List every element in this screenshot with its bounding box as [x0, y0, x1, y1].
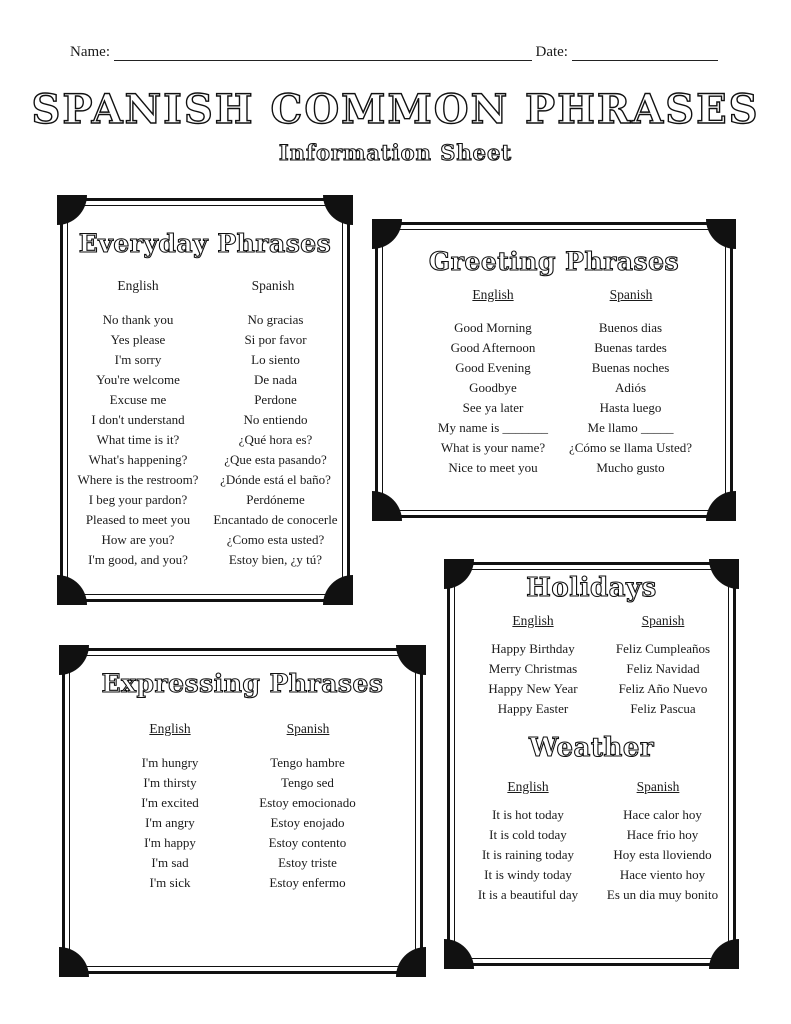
phrase-item: ¿Como esta usted?: [226, 532, 325, 547]
phrase-item: I don't understand: [91, 412, 185, 427]
expressing-english-header: English: [149, 721, 191, 736]
expressing-spanish-list: [235, 753, 380, 893]
phrase-item: Estoy bien, ¿y tú?: [228, 552, 323, 567]
phrase-item: My name is _______: [437, 420, 549, 435]
phrase-item: Nice to meet you: [448, 460, 538, 475]
phrase-item: ¿Cómo se llama Usted?: [568, 440, 693, 455]
phrase-item: Hace calor hoy: [623, 807, 702, 822]
phrase-item: Good Evening: [455, 360, 531, 375]
everyday-title: Everyday Phrases: [78, 229, 332, 258]
phrase-item: It is raining today: [481, 847, 575, 862]
phrase-item: Adiós: [614, 380, 647, 395]
phrase-item: Me llamo _____: [587, 420, 674, 435]
holidays-english-header: English: [512, 613, 554, 628]
phrase-item: Excuse me: [109, 392, 167, 407]
page-subtitle: Information Sheet: [278, 140, 513, 165]
phrase-item: Estoy enojado: [270, 815, 345, 830]
phrase-item: Estoy emocionado: [259, 795, 356, 810]
phrase-item: I'm happy: [144, 835, 196, 850]
phrase-item: I'm sad: [151, 855, 189, 870]
expressing-english-list: [100, 753, 240, 893]
everyday-english-list: [68, 310, 208, 570]
phrase-item: Merry Christmas: [488, 661, 578, 676]
phrase-item: Tengo hambre: [270, 755, 345, 770]
weather-spanish-list: [590, 805, 735, 905]
phrase-item: I beg your pardon?: [88, 492, 188, 507]
everyday-english-header: English: [117, 278, 159, 293]
phrase-item: Es un dia muy bonito: [606, 887, 719, 902]
phrase-item: It is a beautiful day: [477, 887, 579, 902]
phrase-item: See ya later: [462, 400, 524, 415]
phrase-item: Buenos dias: [598, 320, 663, 335]
phrase-item: I'm good, and you?: [88, 552, 188, 567]
phrase-item: No entiendo: [243, 412, 308, 427]
greeting-spanish-header: Spanish: [609, 287, 653, 302]
phrase-item: No thank you: [102, 312, 174, 327]
phrase-item: I'm sick: [149, 875, 191, 890]
everyday-phrases-box: [60, 198, 350, 602]
phrase-item: Pleased to meet you: [85, 512, 191, 527]
phrase-item: Hace frio hoy: [626, 827, 699, 842]
phrase-item: Feliz Navidad: [626, 661, 700, 676]
phrase-item: Good Morning: [454, 320, 532, 335]
phrase-item: Estoy enfermo: [269, 875, 346, 890]
greeting-title: Greeting Phrases: [428, 247, 680, 276]
greeting-english-header: English: [472, 287, 514, 302]
name-line[interactable]: [114, 46, 532, 61]
phrase-item: Buenas noches: [591, 360, 670, 375]
name-label: Name:: [70, 44, 110, 60]
phrase-item: I'm sorry: [114, 352, 162, 367]
phrase-item: I'm hungry: [141, 755, 199, 770]
phrase-item: Estoy contento: [268, 835, 347, 850]
phrase-item: Perdóneme: [246, 492, 305, 507]
phrase-item: Feliz Cumpleaños: [615, 641, 711, 656]
weather-title: Weather: [528, 733, 655, 763]
date-label: Date:: [535, 44, 568, 60]
phrase-item: Hoy esta lloviendo: [613, 847, 712, 862]
phrase-item: Happy Birthday: [491, 641, 575, 656]
expressing-spanish-header: Spanish: [286, 721, 330, 736]
header: [70, 44, 718, 61]
holidays-title: Holidays: [526, 573, 657, 603]
phrase-item: No gracias: [247, 312, 304, 327]
weather-english-list: [458, 805, 598, 905]
holidays-weather-box: [447, 562, 736, 966]
phrase-item: Perdone: [254, 392, 297, 407]
expressing-phrases-box: [62, 648, 423, 974]
everyday-spanish-list: [203, 310, 348, 570]
phrase-item: De nada: [254, 372, 297, 387]
phrase-item: ¿Qué hora es?: [238, 432, 313, 447]
phrase-item: How are you?: [101, 532, 175, 547]
phrase-item: What is your name?: [440, 440, 546, 455]
phrase-item: Mucho gusto: [596, 460, 665, 475]
phrase-item: Tengo sed: [281, 775, 334, 790]
page-title: SPANISH COMMON PHRASES: [31, 86, 760, 133]
greeting-phrases-box: [375, 222, 733, 518]
phrase-item: Where is the restroom?: [77, 472, 199, 487]
phrase-item: Feliz Año Nuevo: [618, 681, 708, 696]
holidays-english-list: [463, 639, 603, 719]
phrase-item: Yes please: [110, 332, 166, 347]
greeting-spanish-list: [558, 318, 703, 478]
weather-english-header: English: [507, 779, 549, 794]
phrase-item: Estoy triste: [278, 855, 337, 870]
phrase-item: It is windy today: [484, 867, 572, 882]
phrase-item: Feliz Pascua: [630, 701, 696, 716]
phrase-item: What time is it?: [96, 432, 180, 447]
phrase-item: ¿Dónde está el baño?: [220, 472, 331, 487]
phrase-item: It is hot today: [492, 807, 564, 822]
phrase-item: What's happening?: [88, 452, 188, 467]
date-line[interactable]: [572, 46, 718, 61]
greeting-english-list: [423, 318, 563, 478]
phrase-item: You're welcome: [96, 372, 180, 387]
phrase-item: Happy Easter: [497, 701, 569, 716]
expressing-title: Expressing Phrases: [101, 669, 384, 698]
phrase-item: Good Afternoon: [450, 340, 536, 355]
phrase-item: Encantado de conocerle: [213, 512, 338, 527]
everyday-spanish-header: Spanish: [251, 278, 295, 293]
phrase-item: Goodbye: [469, 380, 517, 395]
phrase-item: I'm excited: [141, 795, 199, 810]
phrase-item: Hace viento hoy: [619, 867, 706, 882]
phrase-item: Si por favor: [244, 332, 307, 347]
phrase-item: Hasta luego: [599, 400, 662, 415]
phrase-item: Lo siento: [251, 352, 300, 367]
weather-spanish-header: Spanish: [636, 779, 680, 794]
phrase-item: ¿Que esta pasando?: [224, 452, 327, 467]
phrase-item: I'm thirsty: [143, 775, 197, 790]
phrase-item: I'm angry: [145, 815, 195, 830]
phrase-item: It is cold today: [489, 827, 567, 842]
holidays-spanish-header: Spanish: [641, 613, 685, 628]
phrase-item: Happy New Year: [488, 681, 578, 696]
holidays-spanish-list: [593, 639, 733, 719]
phrase-item: Buenas tardes: [594, 340, 667, 355]
